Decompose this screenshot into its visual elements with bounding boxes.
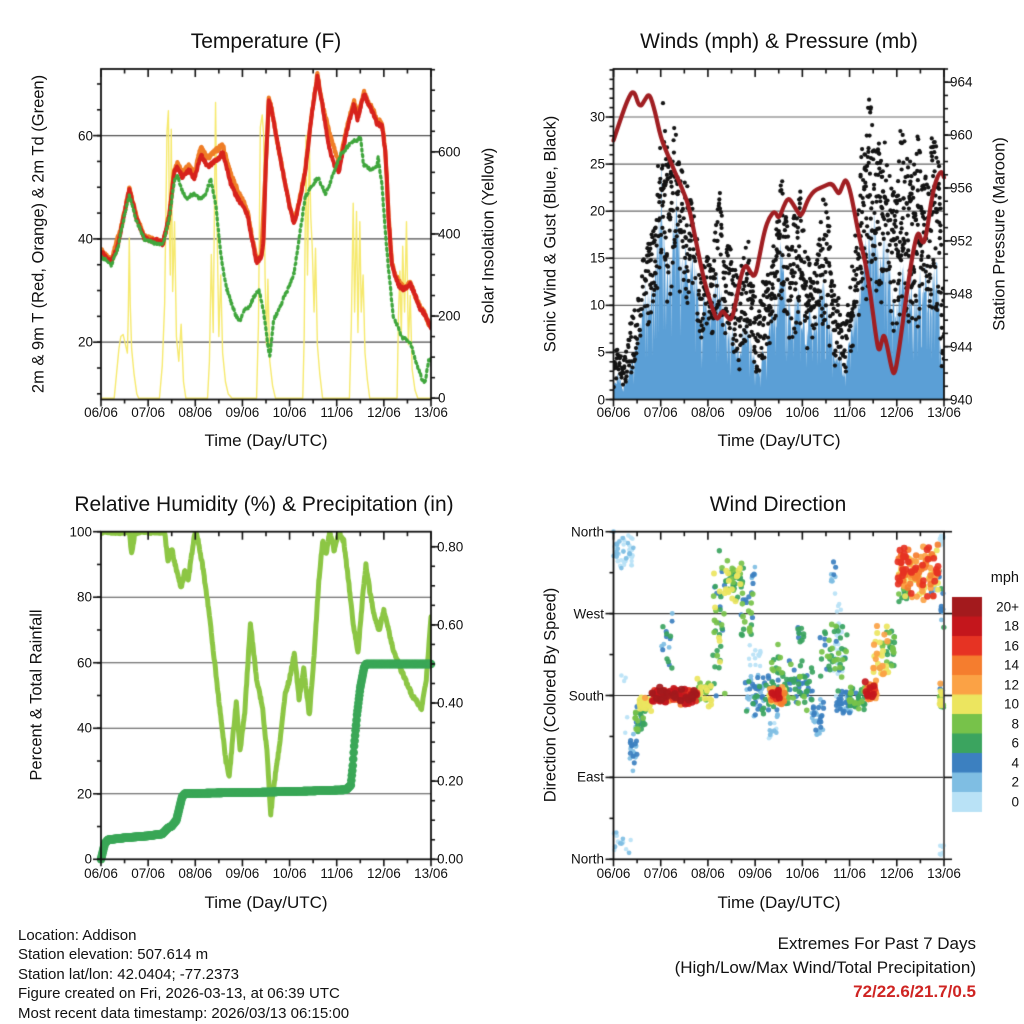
ylabel-direction-left: Direction (Colored By Speed) (541, 587, 560, 803)
x-tick-label: 08/06 (691, 866, 725, 881)
solar-y-tick: 200 (438, 308, 461, 324)
x-tick-label: 11/06 (320, 405, 354, 420)
info-latlon: Station lat/lon: 42.0404; -77.2373 (18, 965, 240, 983)
pressure-y-tick: 944 (950, 339, 973, 355)
pressure-y-tick: 956 (950, 180, 973, 196)
wind-y-tick: 10 (589, 297, 605, 313)
direction-y-tick: East (576, 769, 604, 785)
solar-y-tick: 0 (438, 390, 446, 406)
direction-y-tick: South (568, 688, 604, 703)
solar-y-tick: 400 (438, 226, 461, 242)
extremes-values: 72/22.6/21.7/0.5 (853, 982, 976, 1001)
legend-title-mph: mph (990, 570, 1019, 586)
pressure-y-tick: 960 (950, 127, 973, 143)
wind-y-tick: 25 (589, 156, 605, 172)
pressure-y-tick: 952 (950, 233, 973, 249)
x-tick-label: 08/06 (178, 866, 213, 881)
legend-value-label: 8 (1011, 716, 1019, 732)
rh-y-tick: 0 (84, 851, 92, 867)
chart-title-temperature: Temperature (F) (190, 30, 342, 53)
station-info (18, 926, 349, 1023)
x-tick-label: 07/06 (131, 866, 166, 881)
x-tick-label: 11/06 (833, 405, 866, 420)
legend-value-label: 16 (1003, 638, 1019, 654)
rh-y-tick: 100 (69, 524, 92, 540)
rain-y-tick: 0.80 (437, 539, 464, 555)
legend-value-label: 2 (1011, 774, 1019, 790)
x-tick-label: 12/06 (879, 866, 914, 881)
rh-y-tick: 40 (76, 720, 92, 736)
x-tick-label: 12/06 (366, 866, 401, 881)
x-tick-label: 09/06 (738, 405, 773, 420)
direction-y-tick: West (573, 606, 604, 622)
x-tick-label: 06/06 (84, 866, 118, 881)
xlabel-time-4: Time (Day/UTC) (717, 893, 841, 912)
chart-title-wind-direction: Wind Direction (709, 493, 847, 516)
temp-y-tick: 20 (77, 334, 93, 350)
x-tick-label: 10/06 (272, 405, 307, 420)
x-tick-label: 07/06 (643, 866, 678, 881)
x-tick-label: 08/06 (178, 405, 213, 420)
rh-y-tick: 80 (76, 589, 92, 605)
info-timestamp: Most recent data timestamp: 2026/03/13 06:15:00 (18, 1004, 350, 1022)
x-tick-label: 06/06 (84, 405, 118, 420)
x-tick-label: 10/06 (272, 866, 307, 881)
x-tick-label: 13/06 (927, 866, 961, 881)
x-tick-label: 08/06 (691, 405, 725, 420)
ylabel-temperature-left: 2m & 9m T (Red, Orange) & 2m Td (Green) (29, 74, 48, 394)
ylabel-pressure-right: Station Pressure (Maroon) (990, 137, 1009, 331)
direction-y-tick: North (570, 851, 604, 867)
chart-title-humidity: Relative Humidity (%) & Precipitation (in) (74, 493, 454, 516)
x-tick-label: 06/06 (596, 866, 631, 881)
pressure-y-tick: 940 (950, 392, 973, 407)
xlabel-time-3: Time (Day/UTC) (204, 893, 328, 912)
info-elevation: Station elevation: 507.614 m (18, 946, 209, 964)
legend-value-label: 10 (1003, 696, 1019, 712)
info-location: Location: Addison (18, 927, 137, 944)
wind-y-tick: 20 (589, 203, 605, 219)
x-tick-label: 10/06 (785, 866, 820, 881)
direction-y-tick: North (570, 524, 604, 540)
legend-value-label: 20+ (996, 599, 1019, 615)
legend-value-label: 12 (1003, 677, 1019, 693)
rain-y-tick: 0.00 (437, 851, 464, 867)
extremes-title: Extremes For Past 7 Days (777, 934, 976, 953)
solar-y-tick: 600 (438, 144, 461, 160)
x-tick-label: 09/06 (225, 866, 260, 881)
x-tick-label: 12/06 (366, 405, 401, 420)
chart-title-winds-pressure: Winds (mph) & Pressure (mb) (640, 30, 918, 53)
x-tick-label: 11/06 (833, 866, 866, 881)
x-tick-label: 13/06 (414, 866, 448, 881)
x-tick-label: 13/06 (927, 405, 961, 420)
rh-y-tick: 60 (76, 655, 92, 671)
x-tick-label: 12/06 (879, 405, 914, 420)
legend-value-label: 14 (1003, 657, 1019, 673)
rh-y-tick: 20 (76, 786, 92, 802)
x-tick-label: 13/06 (414, 405, 448, 420)
x-tick-label: 09/06 (225, 405, 260, 420)
ylabel-solar-right: Solar Insolation (Yellow) (479, 147, 498, 325)
temp-y-tick: 60 (77, 128, 93, 144)
xlabel-time-2: Time (Day/UTC) (717, 431, 841, 450)
x-tick-label: 11/06 (320, 866, 354, 881)
wind-y-tick: 15 (589, 250, 605, 266)
temp-y-tick: 40 (77, 231, 93, 247)
ylabel-percent-left: Percent & Total Rainfall (27, 609, 46, 781)
legend-value-label: 6 (1011, 735, 1019, 751)
x-tick-label: 07/06 (131, 405, 166, 420)
legend-value-label: 4 (1011, 755, 1019, 771)
wind-y-tick: 5 (597, 344, 605, 360)
legend-value-label: 18 (1003, 618, 1019, 634)
x-tick-label: 09/06 (738, 866, 773, 881)
x-tick-label: 07/06 (643, 405, 678, 420)
info-created: Figure created on Fri, 2026-03-13, at 06:39 UTC (18, 985, 340, 1003)
extremes-subtitle: (High/Low/Max Wind/Total Precipitation) (674, 958, 976, 977)
rain-y-tick: 0.40 (437, 695, 464, 711)
legend-value-label: 0 (1011, 794, 1019, 810)
wind-y-tick: 0 (597, 392, 605, 407)
pressure-y-tick: 964 (950, 74, 973, 90)
xlabel-time-1: Time (Day/UTC) (204, 431, 328, 450)
x-tick-label: 06/06 (596, 405, 631, 420)
ylabel-wind-left: Sonic Wind & Gust (Blue, Black) (541, 115, 560, 353)
wind-y-tick: 30 (589, 109, 605, 125)
rain-y-tick: 0.20 (437, 773, 464, 789)
x-tick-label: 10/06 (785, 405, 820, 420)
pressure-y-tick: 948 (950, 286, 973, 302)
rain-y-tick: 0.60 (437, 617, 464, 633)
